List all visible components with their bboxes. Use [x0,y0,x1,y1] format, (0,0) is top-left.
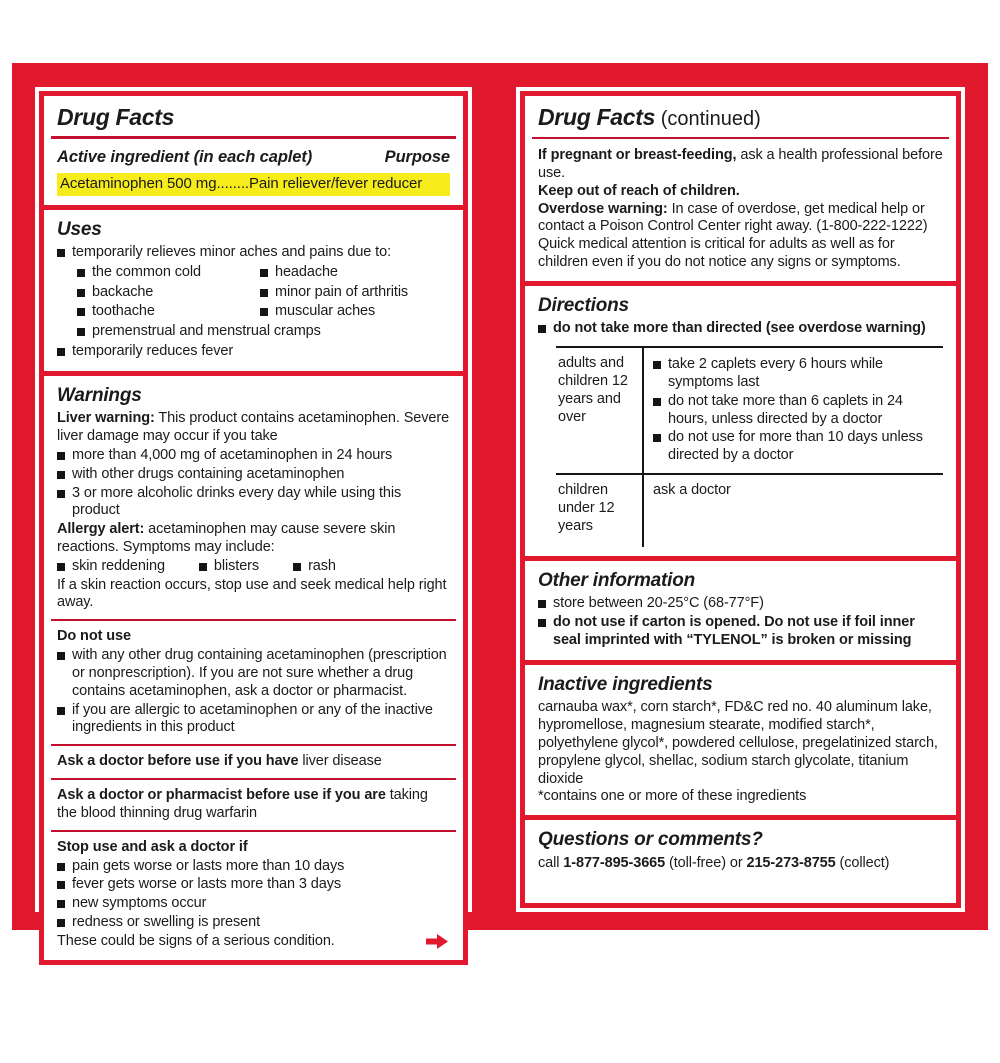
allergy-alert-text: acetaminophen may cause severe skin reactions. Symptoms may include: [57,521,396,555]
section-divider [51,744,456,746]
uses-intro-bullet [57,244,450,262]
uses-item-text: headache [275,263,338,280]
bullet-square-icon [260,308,268,316]
inactive-ingredients-list: carnauba wax*, corn starch*, FD&C red no. 40 aluminum lake, hypromellose, magnesium stearate, modified starch*, polyethylene glycol*, powdered cellulose, pregelatinized starch, propylene glycol, shellac, sodium starch glycolate, titanium dioxide [538,699,938,787]
list-item [57,858,450,876]
active-ingredient-highlight: Acetaminophen 500 mg........Pain reliever/fever reducer [57,173,450,195]
symptom-text: skin reddening [72,557,165,574]
bullet-square-icon [57,348,65,356]
list-item [57,647,450,700]
dosage-instructions: ask a doctor [642,475,943,547]
storage-text: store between 20-25°C (68-77°F) [553,595,764,612]
uses-box [39,205,468,376]
bullet-square-icon [77,328,85,336]
uses-item-text: premenstrual and menstrual cramps [92,323,321,340]
symptom-text: blisters [213,557,260,574]
overdose-warning-text: In case of overdose, get medical help or contact a Poison Control Center right away. (1-800-222-1222) Quick medical attention is critical for adults as well as for children even if you do not notice any signs or symptoms. [538,200,928,271]
other-information-box [520,556,961,665]
list-item [77,303,260,321]
contact-line [538,855,943,873]
overdose-warning-paragraph [538,201,943,272]
list-item [57,447,450,465]
dosage-bullet-text: take 2 caplets every 6 hours while symptoms last [668,356,884,390]
bullet-square-icon [538,619,546,627]
title-divider [532,137,949,140]
directions-note-bullet [538,320,943,338]
questions-box [520,815,961,908]
ask-doctor-paragraph [57,753,450,771]
uses-last-bullet [57,343,450,361]
bullet-square-icon [57,563,65,571]
bullet-square-icon [260,289,268,297]
allergy-alert-lead: Allergy alert: [57,521,145,538]
warning-bullet-text: 3 or more alcoholic drinks every day while using this product [72,484,402,519]
right-panel [516,87,965,912]
liver-warning-lead: Liver warning: [57,410,155,427]
drug-facts-header-box [39,91,468,210]
list-item [57,895,450,913]
uses-item-text: toothache [92,303,155,320]
serious-condition-text: These could be signs of a serious condition. [57,932,335,949]
left-panel [35,87,472,949]
list-item [77,264,260,282]
title-divider [51,136,456,139]
inactive-ingredients-box [520,660,961,820]
other-information-heading: Other information [538,570,696,592]
skin-reaction-note: If a skin reaction occurs, stop use and seek medical help right away. [57,576,447,611]
stop-use-bullet-text: new symptoms occur [72,895,207,912]
uses-item-text: backache [92,283,154,300]
serious-condition-row [57,933,450,951]
list-item [77,284,260,302]
stop-use-heading: Stop use and ask a doctor if [57,838,248,855]
bullet-square-icon [57,652,65,660]
warnings-box [39,371,468,965]
ask-pharmacist-lead: Ask a doctor or pharmacist before use if you are [57,787,386,804]
bullet-square-icon [57,863,65,871]
uses-item-text: muscular aches [275,303,376,320]
bullet-square-icon [77,269,85,277]
list-item [57,702,450,738]
bullet-square-icon [77,289,85,297]
ask-doctor-lead: Ask a doctor before use if you have [57,753,299,770]
warning-bullet-text: with other drugs containing acetaminophen [72,465,345,482]
list-item [77,323,450,341]
purpose-heading: Purpose [384,147,450,166]
list-item [260,284,450,302]
ask-doctor-text: liver disease [298,753,382,770]
drug-facts-title: Drug Facts [57,104,175,130]
section-divider [51,830,456,832]
bullet-square-icon [538,600,546,608]
drug-facts-continued-title [538,103,943,132]
pregnancy-paragraph [538,147,943,183]
bullet-square-icon [653,361,661,369]
uses-last-text: temporarily reduces fever [72,343,234,359]
bullet-square-icon [57,881,65,889]
liver-warning-text: This product contains acetaminophen. Severe liver damage may occur if you take [57,410,450,445]
pregnancy-text: ask a health professional before use. [538,147,943,181]
warning-bullet-text: more than 4,000 mg of acetaminophen in 24 hours [72,446,393,463]
warnings-heading: Warnings [57,384,142,406]
continue-arrow-icon [426,934,448,949]
dosage-bullet-text: do not use for more than 10 days unless directed by a doctor [668,429,923,464]
bullet-square-icon [260,269,268,277]
list-item [538,614,943,650]
dosage-age-group: adults and children 12 years and over [558,355,628,425]
liver-warning-paragraph [57,410,450,446]
dosage-table [556,346,943,547]
bullet-square-icon [57,919,65,927]
keep-out-of-reach-text: Keep out of reach of children. [538,182,740,199]
questions-heading: Questions or comments? [538,829,763,851]
bullet-square-icon [77,308,85,316]
active-ingredient-header [57,147,450,167]
table-row [556,473,943,547]
bullet-square-icon [199,563,207,571]
stop-use-bullet-text: redness or swelling is present [72,914,261,931]
uses-item-text: minor pain of arthritis [275,283,409,300]
seal-warning-text: do not use if carton is opened. Do not use if foil inner seal imprinted with “TYLENOL” is broken or missing [553,614,915,649]
do-not-use-heading: Do not use [57,628,131,645]
list-item [653,356,943,392]
section-divider [51,778,456,780]
bullet-square-icon [57,249,65,257]
collect-label: (collect) [835,854,890,871]
list-item [538,595,943,613]
active-ingredient-heading: Active ingredient (in each caplet) [57,147,313,166]
uses-heading: Uses [57,218,102,240]
directions-box [520,281,961,561]
ask-pharmacist-paragraph [57,787,450,823]
continued-suffix: (continued) [655,108,761,130]
stop-use-bullet-text: fever gets worse or lasts more than 3 days [72,876,342,893]
inactive-ingredients-note: *contains one or more of these ingredients [538,788,807,805]
list-item [57,558,165,576]
list-item [57,914,450,932]
symptom-text: rash [308,557,336,574]
inactive-ingredients-heading: Inactive ingredients [538,673,713,695]
bullet-square-icon [653,434,661,442]
directions-heading: Directions [538,294,629,316]
collect-number: 215-273-8755 [746,854,836,871]
list-item [57,876,450,894]
bullet-square-icon [293,563,301,571]
list-item [293,558,336,576]
dosage-age-group: children under 12 years [558,482,615,534]
allergy-alert-paragraph [57,521,450,557]
bullet-square-icon [57,707,65,715]
continued-box [520,91,961,286]
bullet-square-icon [538,325,546,333]
do-not-use-bullet-text: if you are allergic to acetaminophen or any of the inactive ingredients in this product [72,701,433,736]
overdose-warning-lead: Overdose warning: [538,200,668,217]
symptoms-row [57,558,450,576]
directions-note-text: do not take more than directed (see overdose warning) [553,320,926,337]
ask-pharmacist-text: taking the blood thinning drug warfarin [57,787,428,821]
stop-use-bullet-text: pain gets worse or lasts more than 10 days [72,857,345,874]
do-not-use-bullet-text: with any other drug containing acetaminophen (prescription or nonprescription). If you are not sure whether a drug contains acetaminophen, ask a doctor or pharmacist. [72,647,447,699]
bullet-square-icon [57,490,65,498]
uses-intro-text: temporarily relieves minor aches and pains due to: [72,243,391,260]
list-item [260,303,450,321]
list-item [653,393,943,429]
list-item [57,485,450,521]
drug-facts-title-text: Drug Facts [538,104,656,130]
toll-free-number: 1-877-895-3665 [563,854,666,871]
call-text: call [538,854,564,871]
list-item [57,466,450,484]
dosage-instructions [642,348,943,473]
dosage-bullet-text: do not take more than 6 caplets in 24 hours, unless directed by a doctor [668,392,903,427]
toll-free-label: (toll-free) or [665,854,747,871]
bullet-square-icon [653,398,661,406]
bullet-square-icon [57,471,65,479]
pregnancy-lead: If pregnant or breast-feeding, [538,147,737,164]
uses-sublist [77,263,450,342]
table-row [556,346,943,473]
section-divider [51,619,456,621]
bullet-square-icon [57,452,65,460]
bullet-square-icon [57,900,65,908]
list-item [260,264,450,282]
list-item [199,558,259,576]
drug-facts-label [12,63,988,949]
uses-item-text: the common cold [92,263,201,280]
list-item [653,429,943,465]
